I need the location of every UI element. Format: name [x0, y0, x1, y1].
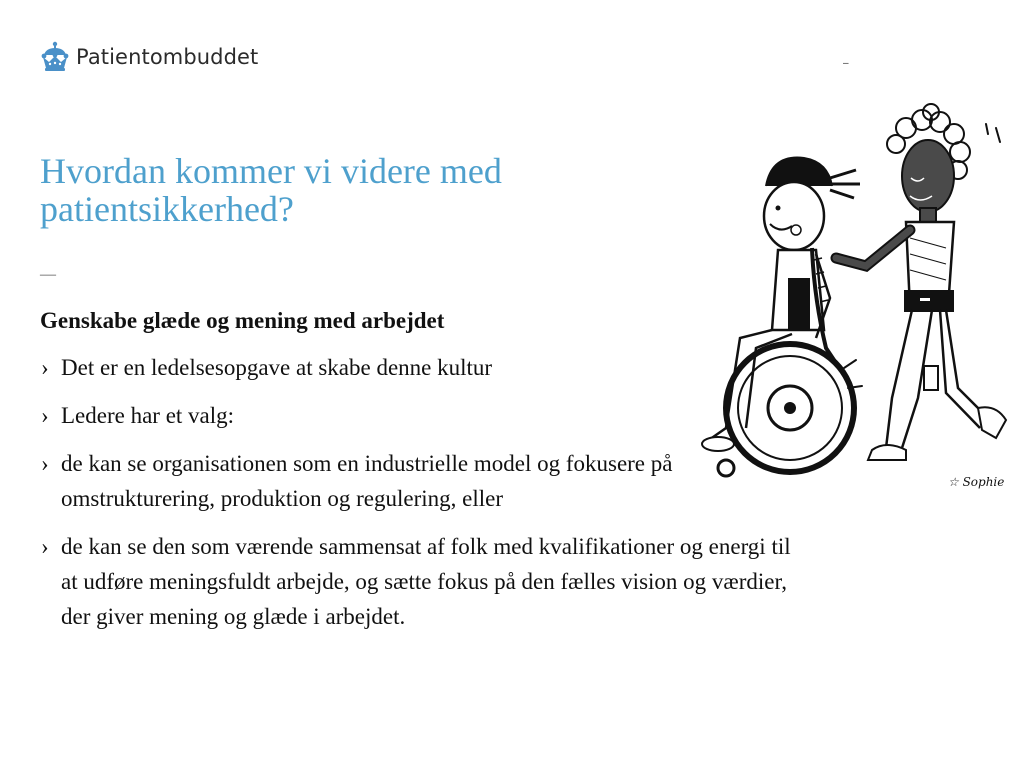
bullet-list — [40, 350, 800, 634]
corner-mark: – — [843, 58, 849, 69]
svg-text:☆ Sophie: ☆ Sophie — [948, 475, 1005, 489]
bullet-text: de kan se organisationen som en industrielle model og fokusere på omstrukturering, produktion og regulering, eller — [61, 451, 673, 511]
bullet-text: de kan se den som værende sammensat af folk med kvalifikationer og energi til at udføre meningsfuldt arbejde, og sætte fokus på den fælles vision og værdier, der giver mening og glæde i arbejdet. — [61, 534, 791, 629]
bullet-text: Det er en ledelsesopgave at skabe denne kultur — [61, 355, 493, 380]
bullet-text: Ledere har et valg: — [61, 403, 235, 428]
subheading: Genskabe glæde og mening med arbejdet — [40, 308, 445, 333]
logo — [40, 40, 258, 74]
bullet-item — [40, 398, 800, 433]
bullet-marker: › — [41, 534, 49, 559]
bullet-marker: › — [41, 403, 49, 428]
wheelchair-illustration — [696, 98, 1011, 493]
crown-icon — [40, 41, 70, 73]
bullet-marker: › — [41, 451, 49, 476]
bullet-item — [40, 529, 800, 634]
bullet-item — [40, 446, 800, 516]
bullet-marker: › — [41, 355, 49, 380]
slide-content — [40, 306, 800, 647]
bullet-item — [40, 350, 800, 385]
slide-title: Hvordan kommer vi videre med patientsikkerhed? — [40, 151, 502, 229]
title-divider: — — [40, 266, 56, 283]
logo-text: Patientombuddet — [76, 45, 259, 69]
